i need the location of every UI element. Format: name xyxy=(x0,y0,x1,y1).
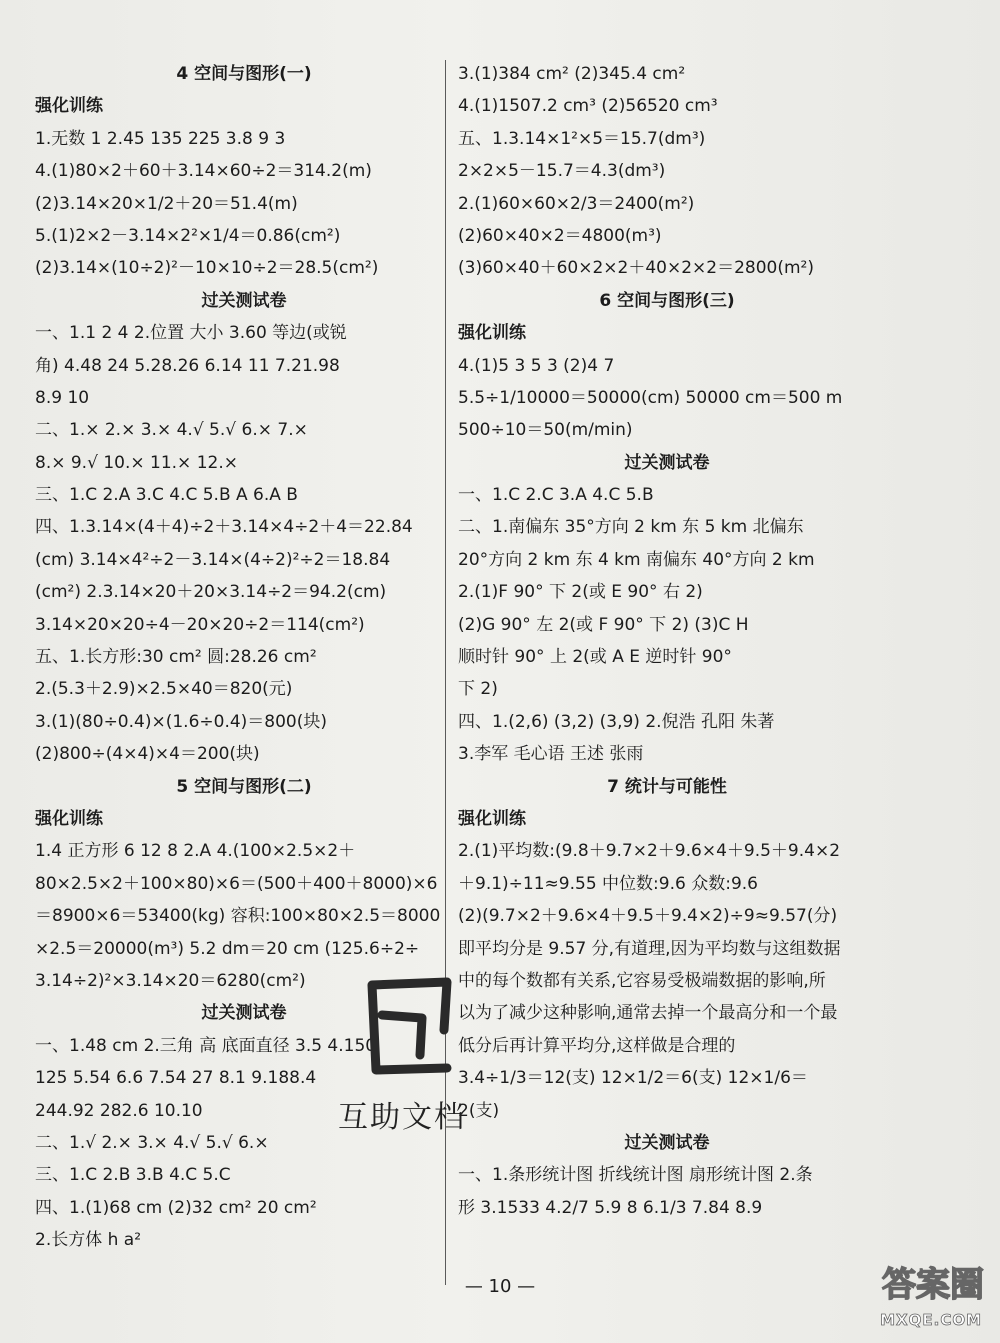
section-heading: 过关测试卷 xyxy=(624,452,710,473)
answer-line: 一、1.48 cm 2.三角 高 底面直径 3.5 4.150 xyxy=(35,1035,377,1056)
answer-line: 4.(1)5 3 5 3 (2)4 7 xyxy=(458,355,615,376)
answer-line: (3)60×40＋60×2×2＋40×2×2＝2800(m²) xyxy=(458,258,814,279)
answer-line: 2×2×5－15.7＝4.3(dm³) xyxy=(458,161,666,182)
answer-line: 即平均分是 9.57 分,有道理,因为平均数与这组数据 xyxy=(458,938,841,959)
answer-line: 3.(1)(80÷0.4)×(1.6÷0.4)＝800(块) xyxy=(35,711,328,732)
answer-line: 80×2.5×2＋100×80)×6＝(500＋400＋8000)×6 xyxy=(35,873,438,894)
answer-line: 3.14÷2)²×3.14×20＝6280(cm²) xyxy=(35,970,306,991)
answer-line: 二、1.× 2.× 3.× 4.√ 5.√ 6.× 7.× xyxy=(35,420,308,441)
section-heading: 5 空间与图形(二) xyxy=(176,776,312,797)
watermark-text: 互助文档 xyxy=(338,1100,466,1135)
answer-line: (2)(9.7×2＋9.6×4＋9.5＋9.4×2)÷9≈9.57(分) xyxy=(458,906,838,927)
answer-line: (2)60×40×2＝4800(m³) xyxy=(458,225,662,246)
answer-line: 500÷10＝50(m/min) xyxy=(458,420,633,441)
watermark-logo xyxy=(352,970,462,1090)
answer-line: 2.(1)F 90° 下 2(或 E 90° 右 2) xyxy=(458,582,703,603)
section-heading: 过关测试卷 xyxy=(624,1132,710,1153)
section-heading: 4 空间与图形(一) xyxy=(176,64,312,84)
answer-line: 1.无数 1 2.45 135 225 3.8 9 3 xyxy=(35,128,286,149)
answer-line: 形 3.1533 4.2/7 5.9 8 6.1/3 7.84 8.9 xyxy=(458,1197,763,1218)
answer-line: 3.14×20×20÷4－20×20÷2＝114(cm²) xyxy=(35,614,365,635)
answer-line: 20°方向 2 km 东 4 km 南偏东 40°方向 2 km xyxy=(458,549,815,570)
corner-watermark xyxy=(832,1255,992,1335)
answer-line: 8.9 10 xyxy=(35,387,90,408)
answer-line: 4.(1)1507.2 cm³ (2)56520 cm³ xyxy=(458,96,718,117)
answer-line: 以为了减少这种影响,通常去掉一个最高分和一个最 xyxy=(458,1003,838,1024)
answer-line: 3.(1)384 cm² (2)345.4 cm² xyxy=(458,64,686,84)
answer-line: (2)800÷(4×4)×4＝200(块) xyxy=(35,744,260,765)
subsection-heading: 强化训练 xyxy=(35,808,103,829)
page-number: — 10 — xyxy=(464,1276,536,1297)
answer-line: 2(支) xyxy=(458,1100,500,1121)
answer-line: 一、1.1 2 4 2.位置 大小 3.60 等边(或锐 xyxy=(35,323,347,344)
answer-line: 三、1.C 2.B 3.B 4.C 5.C xyxy=(35,1165,231,1186)
answer-line: 3.4÷1/3＝12(支) 12×1/2＝6(支) 12×1/6＝ xyxy=(458,1068,808,1089)
answer-line: 四、1.3.14×(4＋4)÷2＋3.14×4÷2＋4＝22.84 xyxy=(35,517,413,538)
answer-line: (cm²) 2.3.14×20＋20×3.14÷2＝94.2(cm) xyxy=(35,582,387,603)
answer-line: 二、1.√ 2.× 3.× 4.√ 5.√ 6.× xyxy=(35,1132,269,1153)
answer-line: 244.92 282.6 10.10 xyxy=(35,1100,203,1121)
answer-line: 四、1.(1)68 cm (2)32 cm² 20 cm² xyxy=(35,1197,317,1218)
answer-line: 2.长方体 h a² xyxy=(35,1230,142,1251)
answer-line: 五、1.3.14×1²×5＝15.7(dm³) xyxy=(458,128,706,149)
answer-line: 125 5.54 6.6 7.54 27 8.1 9.188.4 xyxy=(35,1068,317,1089)
answer-line: 8.× 9.√ 10.× 11.× 12.× xyxy=(35,452,238,473)
section-heading: 6 空间与图形(三) xyxy=(599,290,735,311)
answer-line: 1.4 正方形 6 12 8 2.A 4.(100×2.5×2＋ xyxy=(35,841,356,862)
answer-line: 低分后再计算平均分,这样做是合理的 xyxy=(458,1035,736,1056)
answer-line: 二、1.南偏东 35°方向 2 km 东 5 km 北偏东 xyxy=(458,517,804,538)
answer-line: 5.5÷1/10000＝50000(cm) 50000 cm＝500 m xyxy=(458,387,843,408)
answer-line: 3.李军 毛心语 王述 张雨 xyxy=(458,744,644,765)
answer-line: 2.(1)60×60×2/3＝2400(m²) xyxy=(458,193,695,214)
subsection-heading: 强化训练 xyxy=(458,323,526,344)
answer-line: 4.(1)80×2＋60＋3.14×60÷2＝314.2(m) xyxy=(35,161,372,182)
corner-watermark-url: MXQE.COM xyxy=(880,1311,982,1329)
answer-line: 中的每个数都有关系,它容易受极端数据的影响,所 xyxy=(458,970,826,991)
answer-line: 五、1.长方形:30 cm² 圆:28.26 cm² xyxy=(35,647,317,668)
answer-line: 顺时针 90° 上 2(或 A E 逆时针 90° xyxy=(458,647,732,668)
answer-line: (2)3.14×(10÷2)²－10×10÷2＝28.5(cm²) xyxy=(35,258,379,279)
section-heading: 过关测试卷 xyxy=(201,1003,287,1024)
corner-watermark-title: 答案圈 xyxy=(882,1265,984,1305)
answer-line: 一、1.C 2.C 3.A 4.C 5.B xyxy=(458,485,654,506)
answer-line: 一、1.条形统计图 折线统计图 扇形统计图 2.条 xyxy=(458,1165,813,1186)
answer-line: 角) 4.48 24 5.28.26 6.14 11 7.21.98 xyxy=(35,355,340,376)
answer-line: 四、1.(2,6) (3,2) (3,9) 2.倪浩 孔阳 朱著 xyxy=(458,711,775,732)
answer-line: (2)G 90° 左 2(或 F 90° 下 2) (3)C H xyxy=(458,614,749,635)
answer-line: 2.(1)平均数:(9.8＋9.7×2＋9.6×4＋9.5＋9.4×2 xyxy=(458,841,841,862)
answer-line: 5.(1)2×2－3.14×2²×1/4＝0.86(cm²) xyxy=(35,225,341,246)
answer-line: ＝8900×6＝53400(kg) 容积:100×80×2.5＝8000 xyxy=(35,906,441,927)
answer-line: 2.(5.3＋2.9)×2.5×40＝820(元) xyxy=(35,679,293,700)
answer-line: ＋9.1)÷11≈9.55 中位数:9.6 众数:9.6 xyxy=(458,873,758,894)
section-heading: 7 统计与可能性 xyxy=(607,776,727,797)
subsection-heading: 强化训练 xyxy=(35,96,103,117)
subsection-heading: 强化训练 xyxy=(458,808,526,829)
section-heading: 过关测试卷 xyxy=(201,290,287,311)
answer-line: (2)3.14×20×1/2＋20＝51.4(m) xyxy=(35,193,298,214)
answer-line: 下 2) xyxy=(458,679,498,700)
answer-line: ×2.5＝20000(m³) 5.2 dm＝20 cm (125.6÷2÷ xyxy=(35,938,420,959)
right-column xyxy=(458,58,876,1224)
answer-line: (cm) 3.14×4²÷2－3.14×(4÷2)²÷2＝18.84 xyxy=(35,549,391,570)
answer-line: 三、1.C 2.A 3.C 4.C 5.B A 6.A B xyxy=(35,485,298,506)
